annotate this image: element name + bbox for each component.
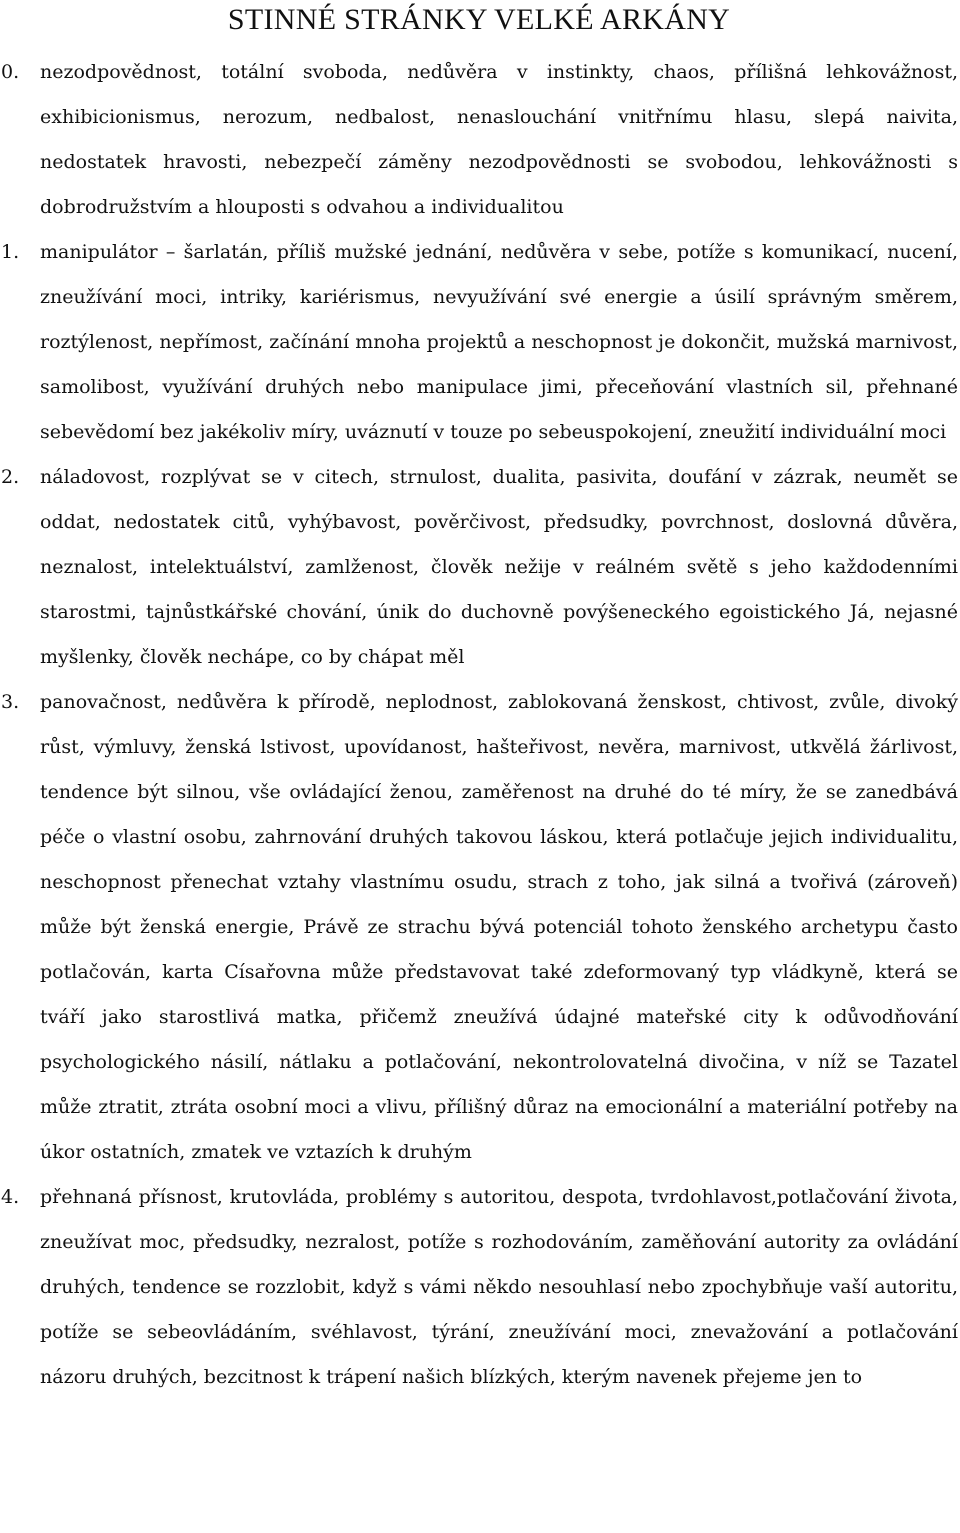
list-item-number: 1.	[1, 241, 20, 263]
list-item-text: přehnaná přísnost, krutovláda, problémy s autoritou, despota, tvrdohlavost,potlačování života, zneužívat moc, předsudky, nezralost, potíže s rozhodováním, zaměňování autority za ovládání druhých, tendence se rozzlobit, když s vámi někdo nesouhlasí nebo zpochybňuje vaší autoritu, potíže se sebeovládáním, svéhlavost, týrání, zneužívání moci, znevažování a potlačování názoru druhých, bezcitnost k trápení našich blízkých, kterým navenek přejeme jen to	[40, 1186, 958, 1388]
arcana-list	[0, 50, 958, 1400]
list-item-text: manipulátor – šarlatán, příliš mužské jednání, nedůvěra v sebe, potíže s komunikací, nucení, zneužívání moci, intriky, kariérismus, nevyužívání své energie a úsilí správným směrem, roztýlenost, nepřímost, začínání mnoha projektů a neschopnost je dokončit, mužská marnivost, samolibost, využívání druhých nebo manipulace jimi, přeceňování vlastních sil, přehnané sebevědomí bez jakékoliv míry, uváznutí v touze po sebeuspokojení, zneužití individuální moci	[40, 241, 958, 443]
list-item	[0, 50, 958, 230]
page-title: STINNÉ STRÁNKY VELKÉ ARKÁNY	[227, 3, 731, 36]
list-item	[0, 230, 958, 455]
list-item-text: náladovost, rozplývat se v citech, strnulost, dualita, pasivita, doufání v zázrak, neumět se oddat, nedostatek citů, vyhýbavost, pověrčivost, předsudky, povrchnost, doslovná důvěra, neznalost, intelektuálství, zamlženost, člověk nežije v reálném světě s jeho každodenními starostmi, tajnůstkářské chování, únik do duchovně povýšeneckého egoistického Já, nejasné myšlenky, člověk nechápe, co by chápat měl	[40, 466, 958, 668]
list-item	[0, 455, 958, 680]
list-item-number: 4.	[1, 1186, 20, 1208]
list-item	[0, 680, 958, 1175]
list-item-text: panovačnost, nedůvěra k přírodě, neplodnost, zablokovaná ženskost, chtivost, zvůle, divoký růst, výmluvy, ženská lstivost, upovídanost, hašteřivost, nevěra, marnivost, utkvělá žárlivost, tendence být silnou, vše ovládající ženou, zaměřenost na druhé do té míry, že se zanedbává péče o vlastní osobu, zahrnování druhých takovou láskou, která potlačuje jejich individualitu, neschopnost přenechat vztahy vlastnímu osudu, strach z toho, jak silná a tvořivá (zároveň) může být ženská energie, Právě ze strachu bývá potenciál tohoto ženského archetypu často potlačován, karta Císařovna může představovat také zdeformovaný typ vládkyně, která se tváří jako starostlivá matka, přičemž zneužívá údajné mateřské city k odůvodňování psychologického násilí, nátlaku a potlačování, nekontrolovatelná divočina, v níž se Tazatel může ztratit, ztráta osobní moci a vlivu, přílišný důraz na emocionální a materiální potřeby na úkor ostatních, zmatek ve vztazích k druhým	[40, 691, 958, 1163]
list-item	[0, 1175, 958, 1400]
list-item-number: 0.	[1, 61, 20, 83]
list-item-number: 3.	[1, 691, 20, 713]
list-item-text: nezodpovědnost, totální svoboda, nedůvěra v instinkty, chaos, přílišná lehkovážnost, exhibicionismus, nerozum, nedbalost, nenaslouchání vnitřnímu hlasu, slepá naivita, nedostatek hravosti, nebezpečí záměny nezodpovědnosti se svobodou, lehkovážnosti s dobrodružstvím a hlouposti s odvahou a individualitou	[40, 61, 958, 218]
list-item-number: 2.	[1, 466, 20, 488]
